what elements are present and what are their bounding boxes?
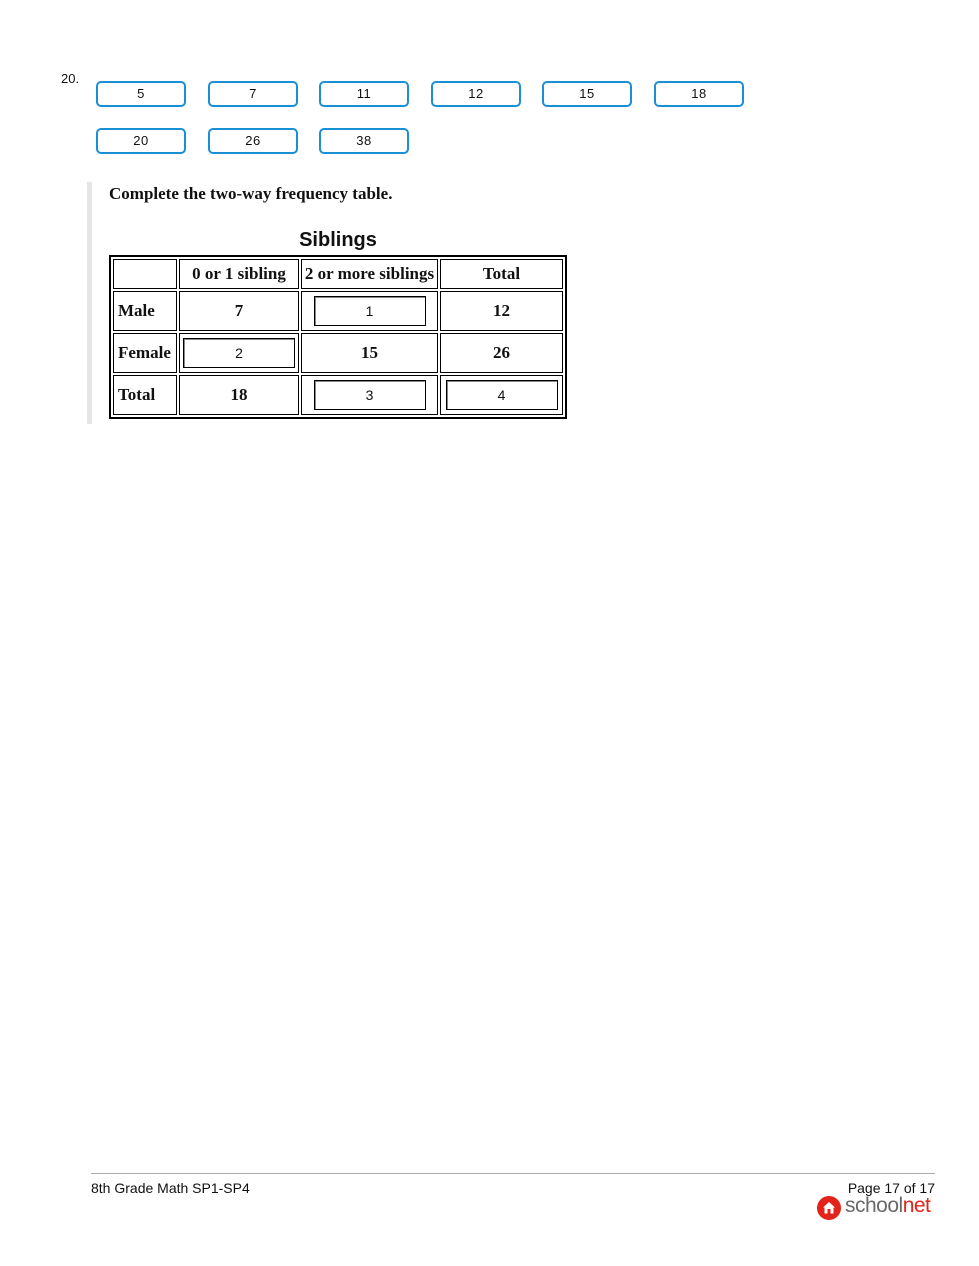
table-title: Siblings	[299, 229, 377, 251]
choice-chip[interactable]: 38	[319, 128, 409, 154]
footer-document-title: 8th Grade Math SP1-SP4	[91, 1180, 250, 1196]
table-row	[113, 375, 563, 415]
row-label-total: Total	[113, 375, 177, 415]
footer-page-number: Page 17 of 17	[847, 1180, 935, 1196]
header-cell: 2 or more siblings	[301, 259, 438, 289]
drop-zone-cell	[301, 375, 438, 415]
logo-word-school: school	[845, 1194, 903, 1217]
choice-chip[interactable]: 7	[208, 81, 298, 107]
answer-drop-zone[interactable]: 1	[314, 296, 426, 326]
choice-chip[interactable]: 11	[319, 81, 409, 107]
answer-drop-zone[interactable]: 3	[314, 380, 426, 410]
row-label-female: Female	[113, 333, 177, 373]
answer-drop-zone[interactable]: 2	[183, 338, 295, 368]
frequency-table	[109, 255, 567, 419]
schoolnet-logo	[817, 1195, 933, 1221]
choice-chip[interactable]: 18	[654, 81, 744, 107]
choice-chip[interactable]: 12	[431, 81, 521, 107]
table-row	[113, 291, 563, 331]
table-cell: 18	[179, 375, 299, 415]
footer-divider	[91, 1173, 935, 1174]
answer-drop-zone[interactable]: 4	[446, 380, 558, 410]
choice-chip[interactable]: 20	[96, 128, 186, 154]
logo-word-net: net	[902, 1194, 931, 1217]
header-cell-corner	[113, 259, 177, 289]
drop-zone-cell	[301, 291, 438, 331]
logo-wordmark	[845, 1194, 930, 1218]
choice-chip[interactable]: 15	[542, 81, 632, 107]
choice-chip[interactable]: 26	[208, 128, 298, 154]
question-prompt: Complete the two-way frequency table.	[109, 184, 393, 203]
table-header-row	[113, 259, 563, 289]
table-cell: 7	[179, 291, 299, 331]
question-number: 20.	[61, 71, 80, 86]
table-cell: 15	[301, 333, 438, 373]
header-cell: Total	[440, 259, 563, 289]
home-icon	[817, 1196, 841, 1220]
table-row	[113, 333, 563, 373]
drop-zone-cell	[440, 375, 563, 415]
drop-zone-cell	[179, 333, 299, 373]
table-cell: 12	[440, 291, 563, 331]
table-cell: 26	[440, 333, 563, 373]
header-cell: 0 or 1 sibling	[179, 259, 299, 289]
row-label-male: Male	[113, 291, 177, 331]
question-accent-bar	[87, 182, 92, 424]
choice-chip[interactable]: 5	[96, 81, 186, 107]
